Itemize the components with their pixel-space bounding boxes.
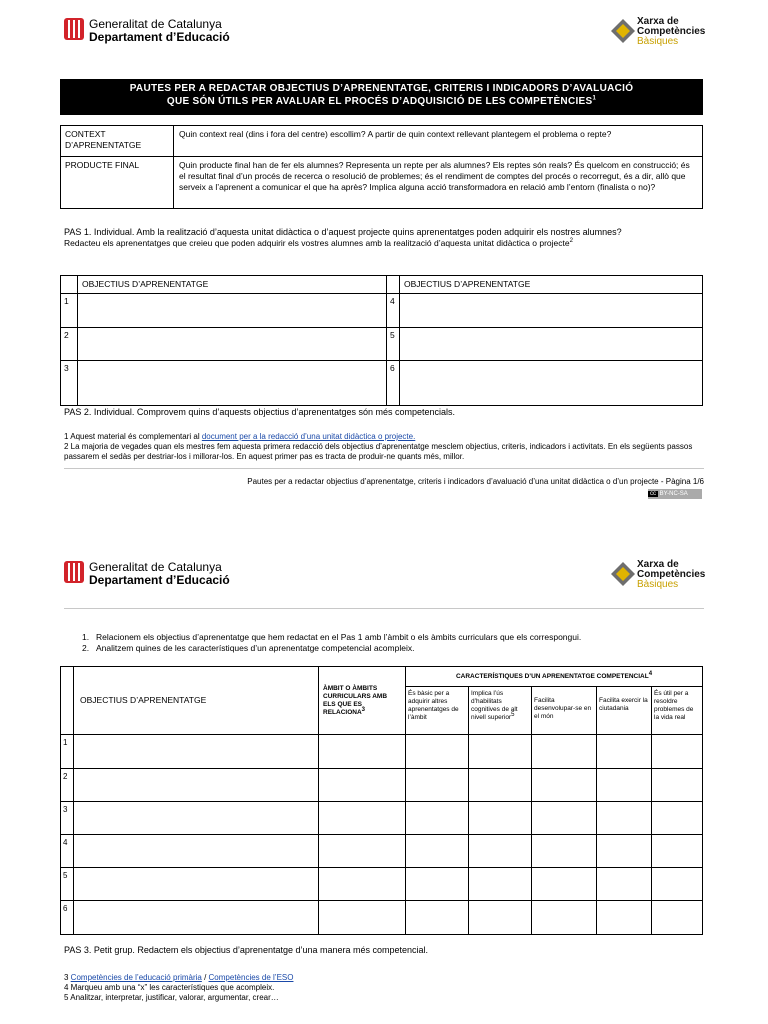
check-cell[interactable] (406, 802, 469, 835)
check-cell[interactable] (469, 769, 532, 802)
objective-cell[interactable] (74, 868, 319, 901)
context-text: Quin context real (dins i fora del centre) escollim? A partir de quin context rellevant plantegem el problema o repte? (174, 126, 703, 157)
gencat-logo-2 (64, 561, 84, 588)
gencat-flag-icon (64, 18, 84, 40)
obj-header-left: OBJECTIUS D’APRENENTATGE (78, 276, 387, 294)
check-cell[interactable] (406, 735, 469, 769)
pas3-text: PAS 3. Petit grup. Redactem els objectius d’aprenentatge d’una manera més competencial. (64, 945, 429, 955)
footnotes-page2 (64, 973, 704, 1003)
pas1-line1: PAS 1. Individual. Amb la realització d’aquesta unitat didàctica o d’aquest projecte quins aprenentatges poden adquirir els nostres alumnes? (64, 227, 622, 237)
list-item: 2. Analitzem quines de les característiques d’un aprenentatge competencial acompleix. (82, 643, 415, 653)
context-label: CONTEXT D’APRENENTATGE (61, 126, 174, 157)
check-cell[interactable] (406, 835, 469, 868)
check-cell[interactable] (406, 769, 469, 802)
primaria-link[interactable]: Competències de l’educació primària (70, 973, 202, 982)
banner-line1: PAUTES PER A REDACTAR OBJECTIUS D’APRENENTATGE, CRITERIS I INDICADORS D’AVALUACIÓ (129, 83, 634, 94)
diamond-logo-icon (610, 561, 636, 587)
xarxa-text-2: Xarxa de Competències Bàsiques (637, 559, 706, 590)
footnote-2: 2 La majoria de vegades quan els mestres fem aquesta primera redacció dels objectius d’aprenentatge mesclem objectius, criteris, indicadors i activitats. En els següents passos passarem el sedàs per destriar-los i millorar-los. En aquest primer pas es tracta de produir-ne quants més, millor. (64, 442, 693, 461)
check-cell[interactable] (532, 802, 597, 835)
gencat-flag-icon (64, 561, 84, 583)
cc-license-badge: cc BY-NC-SA (648, 489, 702, 499)
page1-footer: Pautes per a redactar objectius d’aprenentatge, criteris i indicadors d’avaluació d’una unitat didàctica o d’un projecte - Pàgina 1/6 (247, 477, 704, 486)
objective-cell[interactable] (400, 328, 703, 361)
objective-cell[interactable] (400, 361, 703, 406)
check-cell[interactable] (652, 769, 703, 802)
pas2-text: PAS 2. Individual. Comprovem quins d’aquests objectius d’aprenentatges són més competencials. (64, 407, 456, 417)
caract-header: CARACTERÍSTIQUES D’UN APRENENTATGE COMPETENCIAL$^4$ (406, 667, 703, 687)
check-cell[interactable] (406, 901, 469, 935)
objectives-table (60, 275, 703, 406)
table-row: 3 (61, 802, 703, 835)
check-cell[interactable] (652, 835, 703, 868)
ambit-cell[interactable] (319, 901, 406, 935)
col-skills: Implica l’ús d’habilitats cognitives de alt nivell superior$^5$ (469, 687, 532, 735)
ambit-cell[interactable] (319, 868, 406, 901)
xarxa-logo-2 (610, 561, 636, 592)
col-citizenship: Facilita exercir la ciutadania (597, 687, 652, 735)
table-row: 6 (61, 901, 703, 935)
objective-cell[interactable] (74, 769, 319, 802)
check-cell[interactable] (406, 868, 469, 901)
divider (64, 468, 704, 469)
footnote-1: 1 Aquest material és complementari al document per a la redacció d’una unitat didàctica o projecte. (64, 432, 416, 441)
xarxa-text (637, 17, 705, 47)
col-world: Facilita desenvolupar-se en el món (532, 687, 597, 735)
gov-name-2: Generalitat de Catalunya (89, 560, 222, 574)
steps-list (82, 632, 702, 654)
department-name: Departament d’Educació (89, 30, 230, 44)
ambit-cell[interactable] (319, 735, 406, 769)
check-cell[interactable] (652, 901, 703, 935)
objective-cell[interactable] (78, 361, 387, 406)
gencat-logo (64, 18, 84, 45)
footnote-3: 3 Competències de l’educació primària / Competències de l’ESO (64, 973, 294, 982)
table-row: 4 (61, 835, 703, 868)
document-link[interactable]: document per a la redacció d’una unitat didàctica o projecte. (201, 432, 416, 441)
check-cell[interactable] (469, 868, 532, 901)
objective-cell[interactable] (78, 328, 387, 361)
ambit-header: ÀMBIT O ÀMBITS CURRICULARS AMB ELS QUE ES RELACIONA$^3$ (319, 667, 406, 735)
footnotes-page1 (64, 432, 704, 462)
xarxa-line3: Bàsiques (637, 36, 679, 47)
check-cell[interactable] (469, 735, 532, 769)
objective-cell[interactable] (74, 802, 319, 835)
ambit-cell[interactable] (319, 802, 406, 835)
check-cell[interactable] (469, 835, 532, 868)
xarxa-logo (610, 18, 636, 49)
objective-cell[interactable] (74, 901, 319, 935)
objective-cell[interactable] (78, 294, 387, 328)
ambit-cell[interactable] (319, 835, 406, 868)
characteristics-table (60, 666, 703, 935)
check-cell[interactable] (597, 868, 652, 901)
table-row: 3 6 (61, 361, 703, 406)
obj-header: OBJECTIUS D’APRENENTATGE (74, 667, 319, 735)
table-row: 2 5 (61, 328, 703, 361)
check-cell[interactable] (532, 835, 597, 868)
product-text: Quin producte final han de fer els alumnes? Representa un repte per als alumnes? Els reptes són reals? És quelcom en construcció; és el resultat final d’un procés de recerca o resolució de problemes; és el rendiment de comptes del procés o recorregut, és a dir, allò que serveix a l’aprenent a comunicar el que ha après? Implica alguna acció transformadora en relació amb l’entorn (finalista o no)? (174, 157, 703, 209)
xarxa-line2: Competències (637, 26, 706, 37)
table-row: 1 4 (61, 294, 703, 328)
product-label: PRODUCTE FINAL (61, 157, 174, 209)
check-cell[interactable] (597, 735, 652, 769)
eso-link[interactable]: Competències de l’ESO (208, 973, 294, 982)
department-name-2: Departament d’Educació (89, 573, 230, 587)
objective-cell[interactable] (74, 735, 319, 769)
xarxa-line1: Xarxa de (637, 16, 679, 27)
pas1-line2: Redacteu els aprenentatges que creieu que poden adquirir els vostres alumnes amb la realització d’aquesta unitat didàctica o projecte$^2$ (64, 238, 573, 248)
objective-cell[interactable] (400, 294, 703, 328)
ambit-cell[interactable] (319, 769, 406, 802)
check-cell[interactable] (597, 835, 652, 868)
check-cell[interactable] (469, 802, 532, 835)
col-basic: És bàsic per a adquirir altres aprenentatges de l’àmbit (406, 687, 469, 735)
diamond-logo-icon (610, 18, 636, 44)
check-cell[interactable] (469, 901, 532, 935)
divider (64, 608, 704, 609)
objective-cell[interactable] (74, 835, 319, 868)
check-cell[interactable] (532, 735, 597, 769)
check-cell[interactable] (532, 901, 597, 935)
footnote-5: 5 Analitzar, interpretar, justificar, valorar, argumentar, crear… (64, 993, 279, 1002)
table-row: 1 (61, 735, 703, 769)
table-row: 2 (61, 769, 703, 802)
check-cell[interactable] (532, 868, 597, 901)
check-cell[interactable] (652, 735, 703, 769)
footnote-4: 4 Marqueu amb una “x” les característiques que acompleix. (64, 983, 275, 992)
check-cell[interactable] (597, 769, 652, 802)
check-cell[interactable] (652, 802, 703, 835)
obj-header-right: OBJECTIUS D’APRENENTATGE (400, 276, 703, 294)
gov-name: Generalitat de Catalunya (89, 17, 222, 31)
list-item: 1. Relacionem els objectius d’aprenentatge que hem redactat en el Pas 1 amb l’àmbit o els àmbits curriculars que els correspongui. (82, 632, 582, 642)
table-row: 5 (61, 868, 703, 901)
check-cell[interactable] (597, 901, 652, 935)
pas1-text (64, 226, 704, 249)
banner-line2: QUE SÓN ÚTILS PER AVALUAR EL PROCÉS D’ADQUISICIÓ DE LES COMPETÈNCIES$^1$ (166, 95, 597, 107)
check-cell[interactable] (597, 802, 652, 835)
col-problems: És útil per a resoldre problemes de la vida real (652, 687, 703, 735)
check-cell[interactable] (532, 769, 597, 802)
title-banner (60, 79, 703, 115)
context-table (60, 125, 703, 209)
check-cell[interactable] (652, 868, 703, 901)
